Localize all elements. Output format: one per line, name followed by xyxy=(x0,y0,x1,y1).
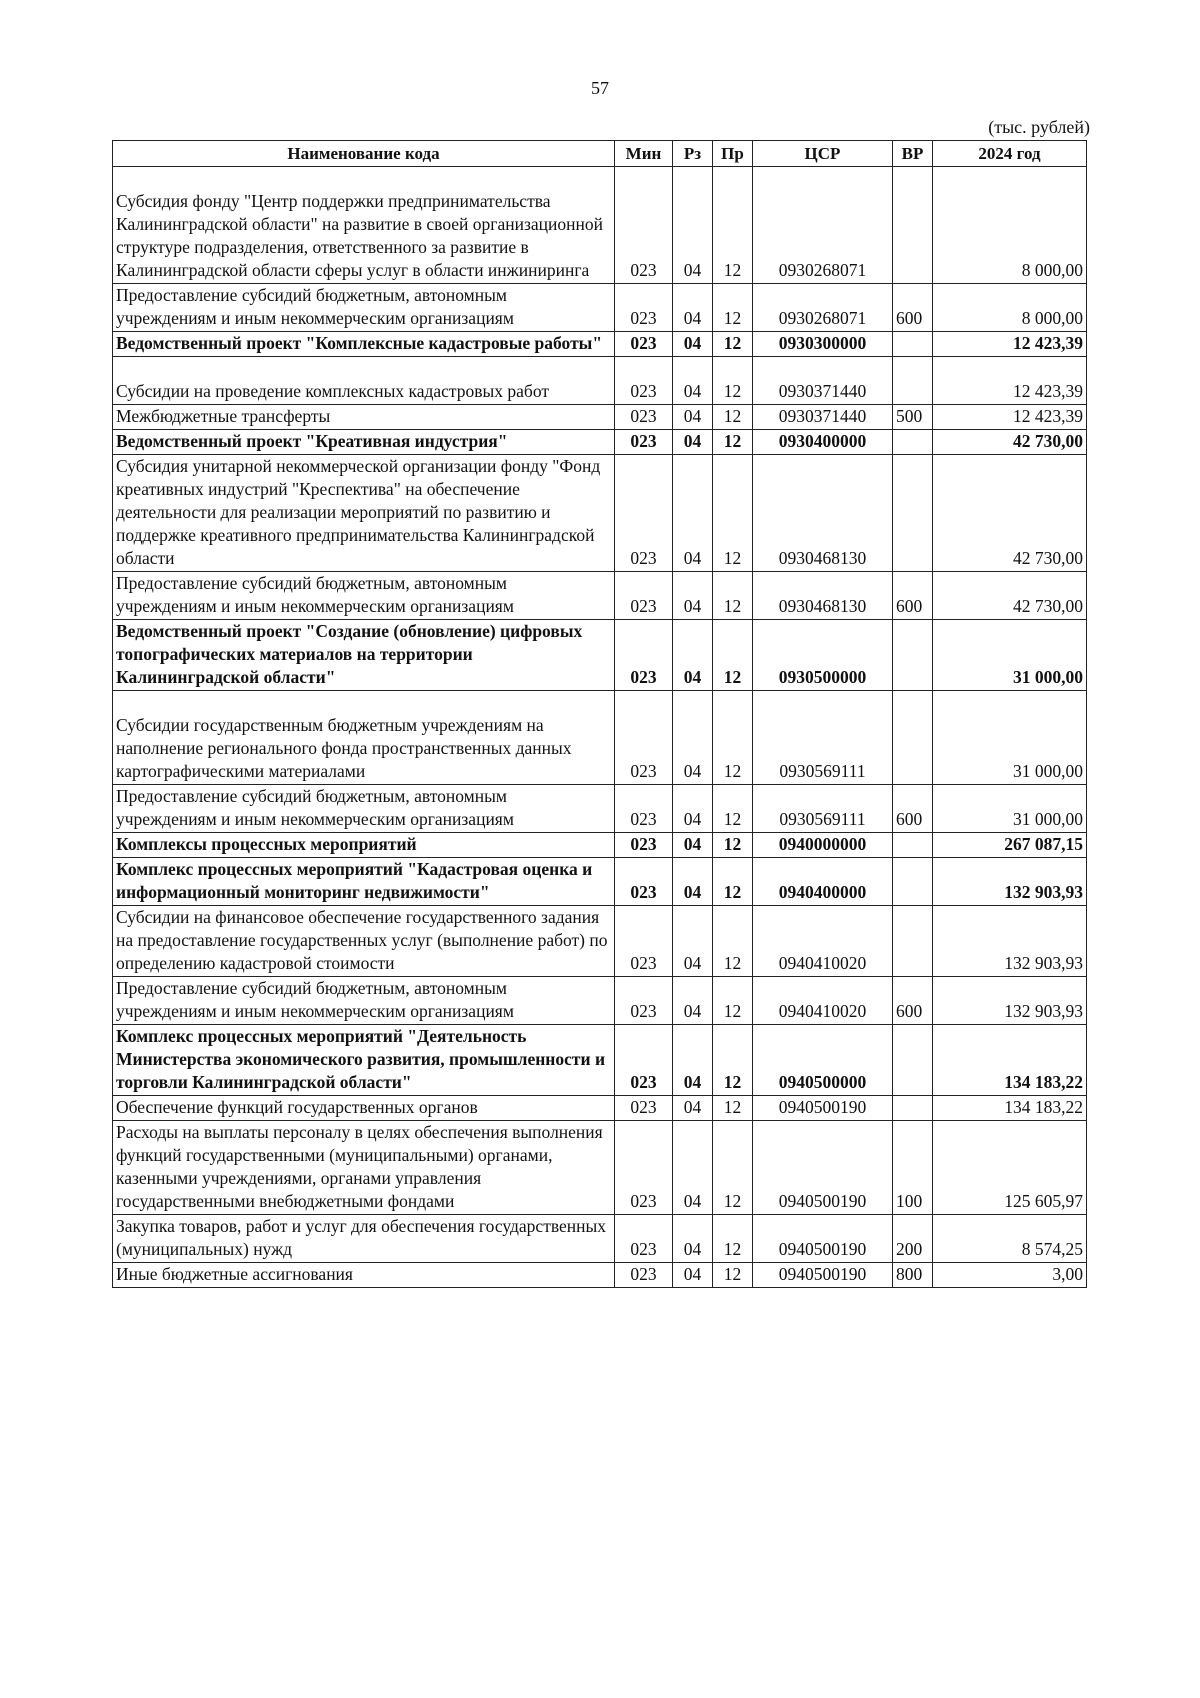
table-row xyxy=(113,833,1087,858)
row-min: 023 xyxy=(615,455,673,572)
row-pr: 12 xyxy=(713,405,753,430)
table-row xyxy=(113,858,1087,906)
row-min: 023 xyxy=(615,833,673,858)
row-vr xyxy=(893,357,933,405)
row-pr: 12 xyxy=(713,1263,753,1288)
row-rz: 04 xyxy=(673,977,713,1025)
row-vr xyxy=(893,430,933,455)
row-sum: 12 423,39 xyxy=(933,405,1087,430)
row-rz: 04 xyxy=(673,1096,713,1121)
row-min: 023 xyxy=(615,1025,673,1096)
row-name: Предоставление субсидий бюджетным, автономным учреждениям и иным некоммерческим организациям xyxy=(113,572,615,620)
row-pr: 12 xyxy=(713,858,753,906)
page-number: 57 xyxy=(591,78,609,98)
row-rz: 04 xyxy=(673,332,713,357)
row-rz: 04 xyxy=(673,455,713,572)
row-rz: 04 xyxy=(673,858,713,906)
row-rz: 04 xyxy=(673,1215,713,1263)
row-csr: 0930268071 xyxy=(753,284,893,332)
row-pr: 12 xyxy=(713,1096,753,1121)
row-pr: 12 xyxy=(713,455,753,572)
row-min: 023 xyxy=(615,858,673,906)
row-vr: 600 xyxy=(893,977,933,1025)
row-name: Субсидии на финансовое обеспечение государственного задания на предоставление государственных услуг (выполнение работ) по определению кадастровой стоимости xyxy=(113,906,615,977)
row-sum: 42 730,00 xyxy=(933,455,1087,572)
table-row xyxy=(113,785,1087,833)
row-csr: 0930371440 xyxy=(753,357,893,405)
row-csr: 0930468130 xyxy=(753,572,893,620)
row-name: Ведомственный проект "Комплексные кадастровые работы" xyxy=(113,332,615,357)
row-name: Субсидии на проведение комплексных кадастровых работ xyxy=(113,357,615,405)
row-vr xyxy=(893,906,933,977)
row-name: Обеспечение функций государственных органов xyxy=(113,1096,615,1121)
row-sum: 31 000,00 xyxy=(933,620,1087,691)
row-csr: 0930468130 xyxy=(753,455,893,572)
row-sum: 132 903,93 xyxy=(933,977,1087,1025)
row-min: 023 xyxy=(615,405,673,430)
row-rz: 04 xyxy=(673,1025,713,1096)
row-pr: 12 xyxy=(713,833,753,858)
row-rz: 04 xyxy=(673,1121,713,1215)
table-row xyxy=(113,430,1087,455)
row-sum: 267 087,15 xyxy=(933,833,1087,858)
table-row xyxy=(113,167,1087,284)
row-sum: 12 423,39 xyxy=(933,357,1087,405)
row-csr: 0940410020 xyxy=(753,977,893,1025)
header-pr: Пр xyxy=(713,141,753,167)
row-csr: 0940500190 xyxy=(753,1263,893,1288)
row-name: Межбюджетные трансферты xyxy=(113,405,615,430)
row-sum: 134 183,22 xyxy=(933,1096,1087,1121)
row-vr: 600 xyxy=(893,785,933,833)
row-vr: 100 xyxy=(893,1121,933,1215)
row-rz: 04 xyxy=(673,785,713,833)
row-min: 023 xyxy=(615,357,673,405)
row-csr: 0940400000 xyxy=(753,858,893,906)
row-vr xyxy=(893,332,933,357)
row-name: Ведомственный проект "Создание (обновление) цифровых топографических материалов на территории Калининградской области" xyxy=(113,620,615,691)
row-rz: 04 xyxy=(673,1263,713,1288)
row-csr: 0940500190 xyxy=(753,1215,893,1263)
row-vr: 800 xyxy=(893,1263,933,1288)
row-vr: 200 xyxy=(893,1215,933,1263)
row-vr xyxy=(893,620,933,691)
row-csr: 0930500000 xyxy=(753,620,893,691)
row-pr: 12 xyxy=(713,906,753,977)
row-rz: 04 xyxy=(673,430,713,455)
row-sum: 8 000,00 xyxy=(933,167,1087,284)
row-sum: 125 605,97 xyxy=(933,1121,1087,1215)
table-row xyxy=(113,332,1087,357)
table-row xyxy=(113,1025,1087,1096)
row-name: Иные бюджетные ассигнования xyxy=(113,1263,615,1288)
row-csr: 0930400000 xyxy=(753,430,893,455)
row-name: Субсидия фонду "Центр поддержки предпринимательства Калининградской области" на развитие в своей организационной структуре подразделения, ответственного за развитие в Калининградской области сферы услуг в области инжиниринга xyxy=(113,167,615,284)
row-name: Расходы на выплаты персоналу в целях обеспечения выполнения функций государственными (муниципальными) органами, казенными учреждениями, органами управления государственными внебюджетными фондами xyxy=(113,1121,615,1215)
row-rz: 04 xyxy=(673,284,713,332)
row-sum: 3,00 xyxy=(933,1263,1087,1288)
row-min: 023 xyxy=(615,1096,673,1121)
row-rz: 04 xyxy=(673,357,713,405)
row-name: Предоставление субсидий бюджетным, автономным учреждениям и иным некоммерческим организациям xyxy=(113,977,615,1025)
row-min: 023 xyxy=(615,906,673,977)
row-rz: 04 xyxy=(673,167,713,284)
row-min: 023 xyxy=(615,1263,673,1288)
table-header-row xyxy=(113,141,1087,167)
row-min: 023 xyxy=(615,332,673,357)
table-row xyxy=(113,284,1087,332)
row-min: 023 xyxy=(615,1121,673,1215)
row-name: Предоставление субсидий бюджетным, автономным учреждениям и иным некоммерческим организациям xyxy=(113,284,615,332)
row-sum: 8 574,25 xyxy=(933,1215,1087,1263)
row-name: Комплекс процессных мероприятий "Кадастровая оценка и информационный мониторинг недвижимости" xyxy=(113,858,615,906)
row-pr: 12 xyxy=(713,430,753,455)
row-rz: 04 xyxy=(673,833,713,858)
row-csr: 0930300000 xyxy=(753,332,893,357)
row-name: Комплексы процессных мероприятий xyxy=(113,833,615,858)
row-csr: 0930268071 xyxy=(753,167,893,284)
row-pr: 12 xyxy=(713,620,753,691)
row-min: 023 xyxy=(615,572,673,620)
table-row xyxy=(113,1215,1087,1263)
row-sum: 31 000,00 xyxy=(933,691,1087,785)
budget-table xyxy=(112,140,1087,1288)
row-name: Комплекс процессных мероприятий "Деятельность Министерства экономического развития, промышленности и торговли Калининградской области" xyxy=(113,1025,615,1096)
table-row xyxy=(113,977,1087,1025)
row-pr: 12 xyxy=(713,1025,753,1096)
header-min: Мин xyxy=(615,141,673,167)
row-vr: 600 xyxy=(893,284,933,332)
row-rz: 04 xyxy=(673,405,713,430)
row-csr: 0930569111 xyxy=(753,691,893,785)
row-pr: 12 xyxy=(713,785,753,833)
row-rz: 04 xyxy=(673,691,713,785)
row-pr: 12 xyxy=(713,691,753,785)
row-csr: 0940500190 xyxy=(753,1096,893,1121)
row-vr xyxy=(893,167,933,284)
row-rz: 04 xyxy=(673,620,713,691)
row-csr: 0930371440 xyxy=(753,405,893,430)
table-body xyxy=(113,167,1087,1288)
row-pr: 12 xyxy=(713,1215,753,1263)
row-csr: 0940500000 xyxy=(753,1025,893,1096)
table-row xyxy=(113,357,1087,405)
header-rz: Рз xyxy=(673,141,713,167)
row-name: Предоставление субсидий бюджетным, автономным учреждениям и иным некоммерческим организациям xyxy=(113,785,615,833)
header-vr: ВР xyxy=(893,141,933,167)
row-min: 023 xyxy=(615,430,673,455)
row-vr xyxy=(893,858,933,906)
row-pr: 12 xyxy=(713,284,753,332)
table-row xyxy=(113,405,1087,430)
header-name: Наименование кода xyxy=(113,141,615,167)
table-row xyxy=(113,455,1087,572)
row-sum: 132 903,93 xyxy=(933,858,1087,906)
row-min: 023 xyxy=(615,1215,673,1263)
row-vr xyxy=(893,833,933,858)
row-sum: 132 903,93 xyxy=(933,906,1087,977)
row-min: 023 xyxy=(615,167,673,284)
row-csr: 0940410020 xyxy=(753,906,893,977)
row-name: Закупка товаров, работ и услуг для обеспечения государственных (муниципальных) нужд xyxy=(113,1215,615,1263)
row-rz: 04 xyxy=(673,572,713,620)
row-name: Субсидии государственным бюджетным учреждениям на наполнение регионального фонда пространственных данных картографическими материалами xyxy=(113,691,615,785)
row-sum: 134 183,22 xyxy=(933,1025,1087,1096)
table-row xyxy=(113,620,1087,691)
row-pr: 12 xyxy=(713,332,753,357)
row-pr: 12 xyxy=(713,167,753,284)
row-csr: 0940500190 xyxy=(753,1121,893,1215)
row-sum: 42 730,00 xyxy=(933,572,1087,620)
row-vr xyxy=(893,1096,933,1121)
row-sum: 42 730,00 xyxy=(933,430,1087,455)
row-min: 023 xyxy=(615,785,673,833)
row-sum: 8 000,00 xyxy=(933,284,1087,332)
row-name: Ведомственный проект "Креативная индустрия" xyxy=(113,430,615,455)
table-row xyxy=(113,1263,1087,1288)
row-vr xyxy=(893,1025,933,1096)
row-min: 023 xyxy=(615,284,673,332)
row-pr: 12 xyxy=(713,977,753,1025)
row-pr: 12 xyxy=(713,357,753,405)
table-row xyxy=(113,906,1087,977)
row-pr: 12 xyxy=(713,1121,753,1215)
row-vr xyxy=(893,455,933,572)
row-name: Субсидия унитарной некоммерческой организации фонду "Фонд креативных индустрий "Креспектива" на обеспечение деятельности для реализации мероприятий по развитию и поддержке креативного предпринимательства Калининградской области xyxy=(113,455,615,572)
row-sum: 31 000,00 xyxy=(933,785,1087,833)
table-row xyxy=(113,691,1087,785)
row-min: 023 xyxy=(615,977,673,1025)
row-min: 023 xyxy=(615,620,673,691)
table-row xyxy=(113,1121,1087,1215)
row-vr: 600 xyxy=(893,572,933,620)
row-csr: 0940000000 xyxy=(753,833,893,858)
table-row xyxy=(113,572,1087,620)
row-sum: 12 423,39 xyxy=(933,332,1087,357)
row-vr: 500 xyxy=(893,405,933,430)
header-year: 2024 год xyxy=(933,141,1087,167)
row-vr xyxy=(893,691,933,785)
units-label: (тыс. рублей) xyxy=(988,117,1090,137)
row-pr: 12 xyxy=(713,572,753,620)
table-row xyxy=(113,1096,1087,1121)
row-min: 023 xyxy=(615,691,673,785)
row-csr: 0930569111 xyxy=(753,785,893,833)
row-rz: 04 xyxy=(673,906,713,977)
header-csr: ЦСР xyxy=(753,141,893,167)
